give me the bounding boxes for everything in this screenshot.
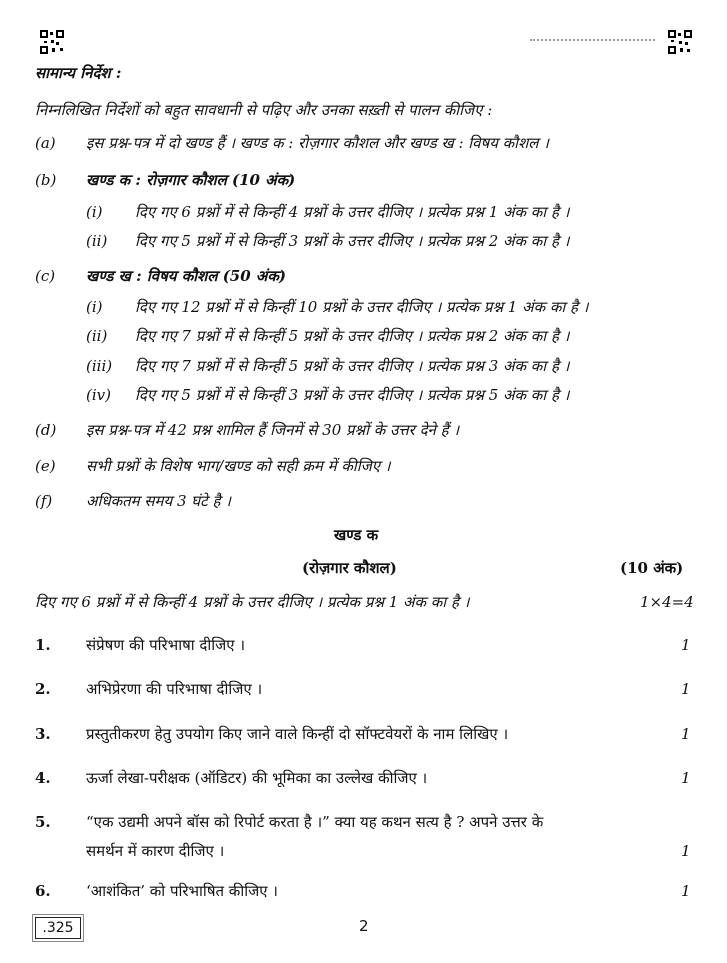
section-marks: (10 अंक) (620, 559, 684, 577)
section-b-heading: खण्ड ख : विषय कौशल (50 अंक) (86, 267, 286, 285)
question-number: 3. (35, 725, 51, 743)
header-rule (530, 39, 655, 41)
instruction-label: (d) (35, 421, 57, 439)
qr-code-icon (668, 30, 692, 54)
question-text: “एक उद्यमी अपने बॉस को रिपोर्ट करता है ।” क्या यह कथन सत्य है ? अपने उत्तर के (86, 813, 544, 831)
section-instruction: दिए गए 6 प्रश्नों में से किन्हीं 4 प्रश्नों के उत्तर दीजिए । प्रत्येक प्रश्न 1 अंक का है । (35, 593, 470, 611)
instruction-subtext: दिए गए 7 प्रश्नों में से किन्हीं 5 प्रश्नों के उत्तर दीजिए । प्रत्येक प्रश्न 3 अंक का है । (135, 357, 570, 375)
instruction-subtext: दिए गए 7 प्रश्नों में से किन्हीं 5 प्रश्नों के उत्तर दीजिए । प्रत्येक प्रश्न 2 अंक का है । (135, 327, 570, 345)
instructions-intro: निम्नलिखित निर्देशों को बहुत सावधानी से पढ़िए और उनका सख़्ती से पालन कीजिए : (35, 101, 493, 119)
instruction-label: (e) (35, 457, 56, 475)
question-number: 6. (35, 882, 51, 900)
instruction-subtext: दिए गए 5 प्रश्नों में से किन्हीं 3 प्रश्नों के उत्तर दीजिए । प्रत्येक प्रश्न 2 अंक का है । (135, 232, 570, 250)
instructions-title: सामान्य निर्देश : (35, 64, 122, 82)
instruction-text: इस प्रश्न-पत्र में दो खण्ड हैं । खण्ड क : रोज़गार कौशल और खण्ड ख : विषय कौशल । (86, 134, 549, 152)
instruction-text: इस प्रश्न-पत्र में 42 प्रश्न शामिल हैं जिनमें से 30 प्रश्नों के उत्तर देने हैं । (86, 421, 460, 439)
instruction-label: (a) (35, 134, 56, 152)
instruction-text: अधिकतम समय 3 घंटे है । (86, 492, 231, 510)
question-marks: 1 (681, 842, 691, 860)
question-number: 1. (35, 636, 51, 654)
instruction-subtext: दिए गए 5 प्रश्नों में से किन्हीं 3 प्रश्नों के उत्तर दीजिए । प्रत्येक प्रश्न 5 अंक का है । (135, 386, 570, 404)
question-text: ‘आशंकित’ को परिभाषित कीजिए । (86, 882, 278, 900)
question-marks: 1 (681, 882, 691, 900)
qr-code-icon (40, 30, 64, 54)
instruction-sublabel: (ii) (86, 232, 108, 250)
instruction-sublabel: (i) (86, 298, 103, 316)
question-marks: 1 (681, 769, 691, 787)
instruction-sublabel: (ii) (86, 327, 108, 345)
question-text: प्रस्तुतीकरण हेतु उपयोग किए जाने वाले किन्हीं दो सॉफ्टवेयरों के नाम लिखिए । (86, 725, 509, 743)
instruction-text: सभी प्रश्नों के विशेष भाग/खण्ड को सही क्रम में कीजिए । (86, 457, 391, 475)
section-subtitle: (रोज़गार कौशल) (302, 559, 397, 577)
instruction-label: (b) (35, 171, 57, 189)
question-text: संप्रेषण की परिभाषा दीजिए । (86, 636, 246, 654)
marks-scheme: 1×4=4 (640, 593, 694, 611)
question-marks: 1 (681, 636, 691, 654)
page-number: 2 (359, 917, 369, 935)
paper-code: .325 (35, 917, 81, 939)
instruction-sublabel: (iv) (86, 386, 111, 404)
section-title: खण्ड क (334, 526, 379, 544)
question-number: 2. (35, 680, 51, 698)
question-marks: 1 (681, 680, 691, 698)
question-marks: 1 (681, 725, 691, 743)
instruction-subtext: दिए गए 12 प्रश्नों में से किन्हीं 10 प्रश्नों के उत्तर दीजिए । प्रत्येक प्रश्न 1 अंक का है । (135, 298, 589, 316)
instruction-subtext: दिए गए 6 प्रश्नों में से किन्हीं 4 प्रश्नों के उत्तर दीजिए । प्रत्येक प्रश्न 1 अंक का है । (135, 203, 570, 221)
instruction-label: (c) (35, 267, 56, 285)
instruction-sublabel: (iii) (86, 357, 113, 375)
instruction-label: (f) (35, 492, 53, 510)
question-number: 4. (35, 769, 51, 787)
question-text: ऊर्जा लेखा-परीक्षक (ऑडिटर) की भूमिका का उल्लेख कीजिए । (86, 769, 428, 787)
question-number: 5. (35, 813, 51, 831)
instruction-sublabel: (i) (86, 203, 103, 221)
section-a-heading: खण्ड क : रोज़गार कौशल (10 अंक) (86, 171, 296, 189)
question-text: अभिप्रेरणा की परिभाषा दीजिए । (86, 680, 263, 698)
question-text-continued: समर्थन में कारण दीजिए । (86, 842, 225, 860)
